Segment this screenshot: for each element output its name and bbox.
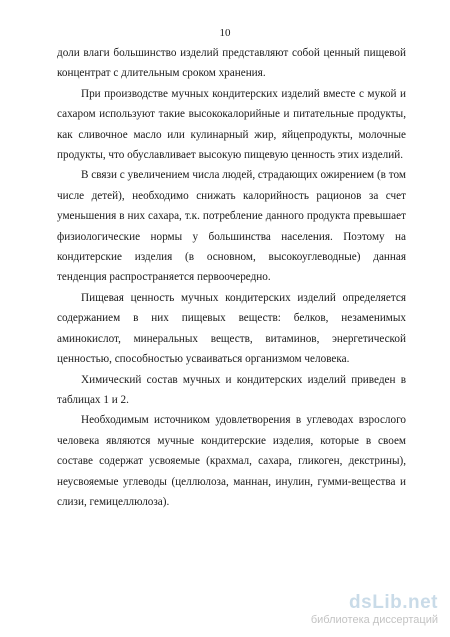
page-number: 10 (219, 27, 231, 39)
watermark (288, 592, 438, 627)
body-text (57, 43, 406, 512)
paragraph-2: При производстве мучных кондитерских изделий вместе с мукой и сахаром используют такие высококалорийные и питательные продукты, как сливочное масло или кулинарный жир, яйцепродукты, молочные продукты, что обуславливает высокую пищевую ценность этих изделий. (57, 87, 406, 162)
paragraph-3: В связи с увеличением числа людей, страдающих ожирением (в том числе детей), необходимо снижать калорийность рационов за счет уменьшения в них сахара, т.к. потребление данного продукта превышает физиологические нормы у большинства населения. Поэтому на кондитерские изделия (в основном, высокоуглеводные) данная тенденция распространяется первоочередно. (57, 169, 406, 284)
paragraph-4: Пищевая ценность мучных кондитерских изделий определяется содержанием в них пищевых веществ: белков, незаменимых аминокислот, минеральных веществ, витаминов, энергетической ценностью, способностью усваиваться организмом человека. (57, 291, 406, 366)
watermark-subtitle: библиотека диссертаций (310, 614, 438, 626)
paragraph-6: Необходимым источником удовлетворения в углеводах взрослого человека являются мучные кондитерские изделия, которые в своем составе содержат усвояемые (крахмал, сахара, гликоген, декстрины), неусвояемые углеводы (целлюлоза, маннан, инулин, гумми-вещества и слизи, гемицеллюлоза). (57, 414, 406, 508)
watermark-logo: dsLib.net (349, 592, 438, 613)
paragraph-1: доли влаги большинство изделий представляют собой ценный пищевой концентрат с длительным сроком хранения. (57, 47, 406, 80)
paragraph-5: Химический состав мучных и кондитерских изделий приведен в таблицах 1 и 2. (57, 373, 406, 406)
